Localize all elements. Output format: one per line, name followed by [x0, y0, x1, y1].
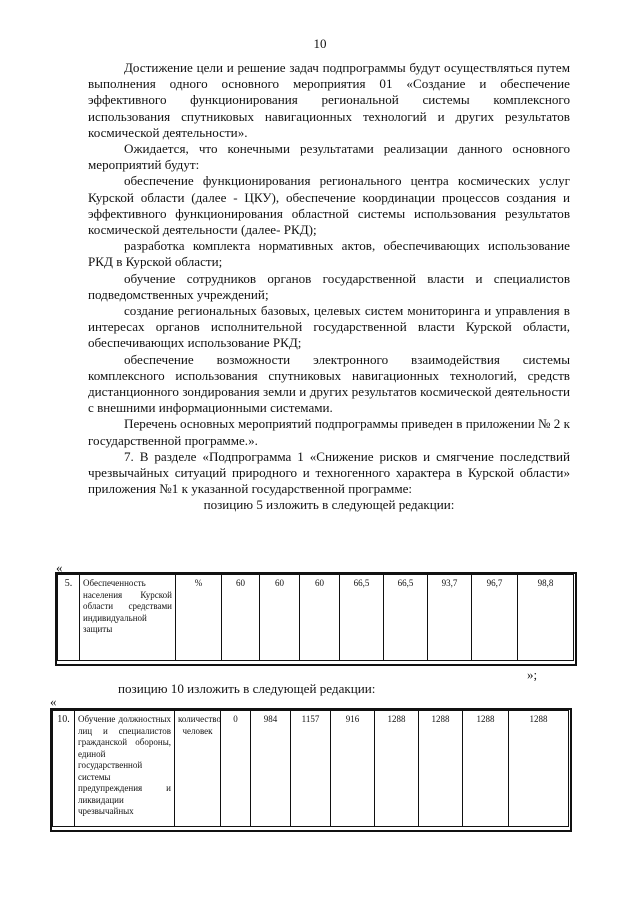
- table-row: [58, 575, 574, 661]
- open-quote-2: «: [50, 694, 57, 709]
- pos10-value: 1288: [375, 711, 419, 827]
- table-row: [53, 711, 569, 827]
- pos10-value: 1288: [419, 711, 463, 827]
- pos10-value: 1288: [509, 711, 569, 827]
- pos5-value: 98,8: [518, 575, 574, 661]
- pos10-number: 10.: [53, 711, 75, 827]
- paragraph-6: создание региональных базовых, целевых систем мониторинга и управления в интересах органов исполнительной государственной власти Курской области, обеспечивающих использование РКД;: [88, 303, 570, 351]
- paragraph-5: обучение сотрудников органов государственной власти и специалистов подведомственных учреждений;: [88, 270, 570, 302]
- paragraph-1: Достижение цели и решение задач подпрограммы будут осуществляться путем выполнения одного основного мероприятия 01 «Создание и обеспечение эффективного функционирования региональной системы комплексного использования спутниковых навигационных технологий и других результатов космической деятельности».: [88, 60, 570, 140]
- pos10-unit: количество человек: [175, 711, 221, 827]
- paragraph-10: позицию 5 изложить в следующей редакции:: [203, 497, 455, 513]
- pos5-number: 5.: [58, 575, 80, 661]
- pos10-value: 0: [221, 711, 251, 827]
- paragraph-9: 7. В разделе «Подпрограмма 1 «Снижение рисков и смягчение последствий чрезвычайных ситуаций природного и техногенного характера в Курской области» приложения №1 к указанной государственной программе:: [88, 448, 570, 497]
- pos5-value: 96,7: [472, 575, 518, 661]
- pos10-value: 1288: [463, 711, 509, 827]
- pos5-value: 93,7: [428, 575, 472, 661]
- pos10-name: Обучение должностных лиц и специалистов гражданской обороны, единой государственной системы предупреждения и ликвидации чрезвычайных: [75, 711, 175, 827]
- pos5-value: 60: [260, 575, 300, 661]
- position-10-heading: позицию 10 изложить в следующей редакции:: [118, 681, 376, 696]
- position-10-table: [52, 710, 569, 827]
- pos5-value: 66,5: [384, 575, 428, 661]
- pos5-value: 60: [222, 575, 260, 661]
- page-number: 10: [313, 36, 327, 51]
- paragraph-2: Ожидается, что конечными результатами реализации данного основного мероприятий будут:: [88, 141, 570, 173]
- pos10-value: 984: [251, 711, 291, 827]
- document-body: [88, 60, 570, 514]
- pos10-value: 1157: [291, 711, 331, 827]
- paragraph-8: Перечень основных мероприятий подпрограммы приведен в приложении № 2 к государственной программе.».: [88, 416, 570, 448]
- pos5-value: 60: [300, 575, 340, 661]
- paragraph-7: обеспечение возможности электронного взаимодействия системы комплексного использования спутниковых навигационных технологий, средств дистанционного зондирования земли и других результатов космической деятельности с внешними информационными системами.: [88, 351, 570, 416]
- pos10-value: 916: [331, 711, 375, 827]
- pos5-name: Обеспеченность населения Курской области средствами индивидуальной защиты: [80, 575, 176, 661]
- open-quote-1: «: [56, 560, 63, 575]
- position-10-heading-wrap: [118, 681, 518, 697]
- position-5-table: [57, 574, 574, 661]
- pos5-value: 66,5: [340, 575, 384, 661]
- pos5-unit: %: [176, 575, 222, 661]
- close-quote-1: »;: [527, 667, 538, 682]
- paragraph-4: разработка комплекта нормативных актов, обеспечивающих использование РКД в Курской области;: [88, 238, 570, 270]
- paragraph-3: обеспечение функционирования регионального центра космических услуг Курской области (далее - ЦКУ), обеспечение координации процессов создания и эффективного функционирования областной системы использования результатов космической деятельности (далее- РКД);: [88, 173, 570, 238]
